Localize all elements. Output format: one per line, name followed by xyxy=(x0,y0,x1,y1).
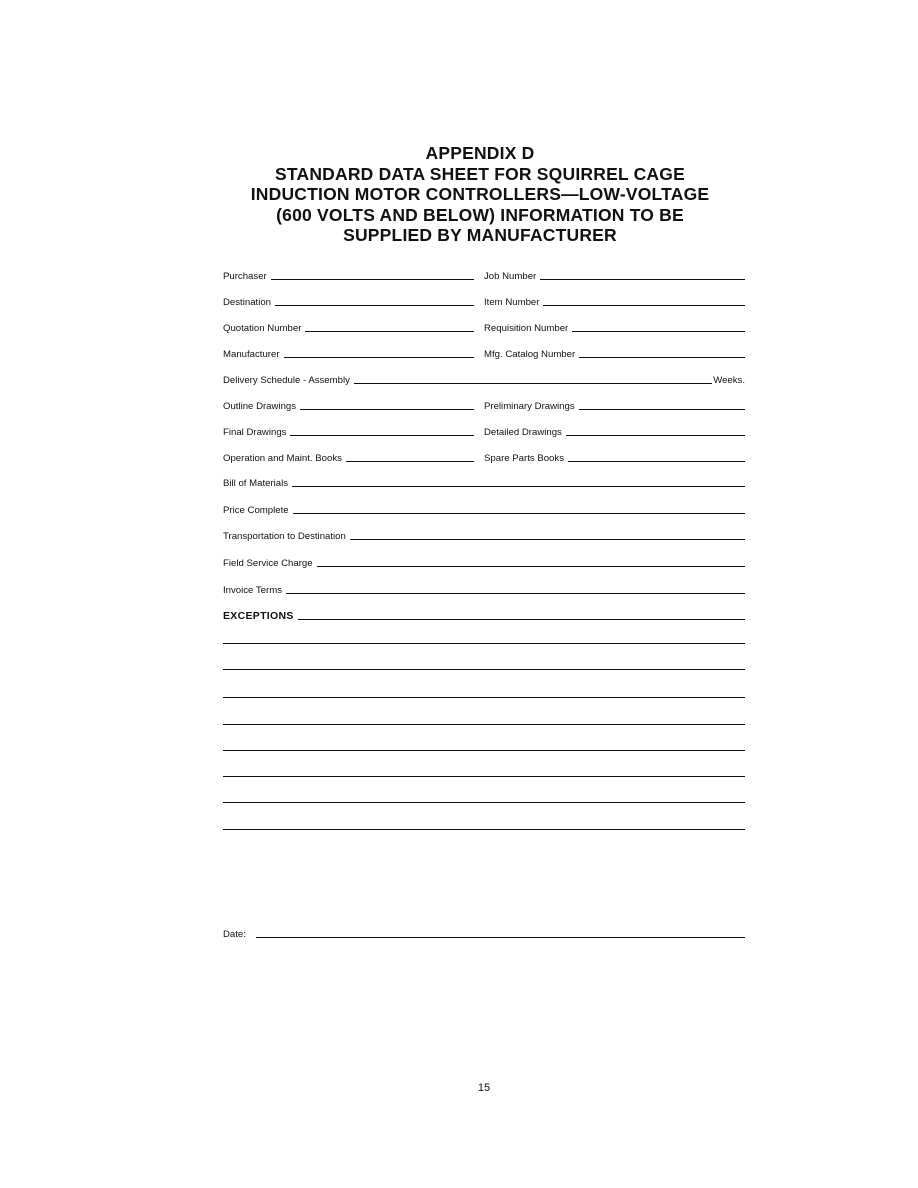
form-row xyxy=(223,526,745,542)
price-complete-label: Price Complete xyxy=(223,505,289,516)
weeks-label: Weeks. xyxy=(713,375,745,386)
bill-of-materials-label: Bill of Materials xyxy=(223,478,289,489)
invoice-terms-blank[interactable] xyxy=(286,592,745,594)
invoice-terms-field[interactable] xyxy=(223,585,745,596)
item-number-blank[interactable] xyxy=(543,304,745,306)
exceptions-line[interactable] xyxy=(223,776,745,777)
purchaser-label: Purchaser xyxy=(223,271,267,282)
destination-blank[interactable] xyxy=(275,304,474,306)
exceptions-line[interactable] xyxy=(223,669,745,670)
operation-books-blank[interactable] xyxy=(346,460,474,462)
job-number-label: Job Number xyxy=(484,271,537,282)
appendix-title: APPENDIX D xyxy=(425,143,535,163)
form-row xyxy=(223,396,745,412)
date-blank[interactable] xyxy=(256,936,745,938)
form-row xyxy=(223,266,745,282)
exceptions-line[interactable] xyxy=(223,802,745,803)
quotation-number-field[interactable] xyxy=(223,323,474,334)
operation-books-label: Operation and Maint. Books xyxy=(223,453,342,464)
quotation-number-blank[interactable] xyxy=(305,330,474,332)
operation-books-field[interactable] xyxy=(223,453,474,464)
mfg-catalog-number-label: Mfg. Catalog Number xyxy=(484,349,576,360)
transportation-blank[interactable] xyxy=(350,538,745,540)
form-row xyxy=(223,580,745,596)
exceptions-line[interactable] xyxy=(223,697,745,698)
outline-drawings-blank[interactable] xyxy=(300,408,474,410)
outline-drawings-field[interactable] xyxy=(223,401,474,412)
page-heading xyxy=(200,143,760,246)
bill-of-materials-blank[interactable] xyxy=(292,485,745,487)
title-line-2: STANDARD DATA SHEET FOR SQUIRREL CAGE xyxy=(275,163,685,184)
field-service-field[interactable] xyxy=(223,558,745,569)
transportation-label: Transportation to Destination xyxy=(223,531,346,542)
exceptions-label: EXCEPTIONS xyxy=(223,610,294,622)
detailed-drawings-label: Detailed Drawings xyxy=(484,427,562,438)
exceptions-line[interactable] xyxy=(223,643,745,644)
title-line-3: INDUCTION MOTOR CONTROLLERS—LOW-VOLTAGE xyxy=(250,184,710,205)
exceptions-line[interactable] xyxy=(223,724,745,725)
preliminary-drawings-blank[interactable] xyxy=(579,408,745,410)
delivery-schedule-blank[interactable] xyxy=(354,382,712,384)
requisition-number-field[interactable] xyxy=(484,323,745,334)
exceptions-line[interactable] xyxy=(223,750,745,751)
date-field[interactable] xyxy=(223,929,745,940)
form-row xyxy=(223,318,745,334)
outline-drawings-label: Outline Drawings xyxy=(223,401,297,412)
field-service-blank[interactable] xyxy=(317,565,745,567)
delivery-schedule-label: Delivery Schedule - Assembly xyxy=(223,375,350,386)
date-label: Date: xyxy=(223,929,246,940)
mfg-catalog-number-field[interactable] xyxy=(484,349,745,360)
price-complete-field[interactable] xyxy=(223,505,745,516)
form-row xyxy=(223,448,745,464)
form-row xyxy=(223,422,745,438)
preliminary-drawings-field[interactable] xyxy=(484,401,745,412)
detailed-drawings-blank[interactable] xyxy=(566,434,745,436)
spare-parts-books-blank[interactable] xyxy=(568,460,745,462)
mfg-catalog-number-blank[interactable] xyxy=(579,356,745,358)
purchaser-blank[interactable] xyxy=(271,278,474,280)
form-row xyxy=(223,292,745,308)
form-row xyxy=(223,344,745,360)
manufacturer-blank[interactable] xyxy=(284,356,474,358)
item-number-field[interactable] xyxy=(484,297,745,308)
form-row xyxy=(223,500,745,516)
item-number-label: Item Number xyxy=(484,297,540,308)
bill-of-materials-field[interactable] xyxy=(223,478,745,489)
exceptions-field[interactable] xyxy=(223,611,745,622)
form-row xyxy=(223,924,745,940)
job-number-blank[interactable] xyxy=(540,278,745,280)
final-drawings-label: Final Drawings xyxy=(223,427,287,438)
form-row xyxy=(223,553,745,569)
spare-parts-books-label: Spare Parts Books xyxy=(484,453,564,464)
final-drawings-blank[interactable] xyxy=(290,434,474,436)
exceptions-blank[interactable] xyxy=(298,618,745,620)
price-complete-blank[interactable] xyxy=(293,512,745,514)
requisition-number-blank[interactable] xyxy=(572,330,745,332)
delivery-schedule-field[interactable] xyxy=(223,375,745,386)
title-line-4: (600 VOLTS AND BELOW) INFORMATION TO BE xyxy=(276,204,684,225)
manufacturer-label: Manufacturer xyxy=(223,349,280,360)
field-service-label: Field Service Charge xyxy=(223,558,313,569)
transportation-field[interactable] xyxy=(223,531,745,542)
form-row xyxy=(223,370,745,386)
preliminary-drawings-label: Preliminary Drawings xyxy=(484,401,575,412)
detailed-drawings-field[interactable] xyxy=(484,427,745,438)
job-number-field[interactable] xyxy=(484,271,745,282)
exceptions-line[interactable] xyxy=(223,829,745,830)
form-row xyxy=(223,606,745,622)
invoice-terms-label: Invoice Terms xyxy=(223,585,283,596)
spare-parts-books-field[interactable] xyxy=(484,453,745,464)
page-number: 15 xyxy=(477,1082,491,1094)
requisition-number-label: Requisition Number xyxy=(484,323,569,334)
title-line-5: SUPPLIED BY MANUFACTURER xyxy=(343,225,617,246)
final-drawings-field[interactable] xyxy=(223,427,474,438)
destination-field[interactable] xyxy=(223,297,474,308)
destination-label: Destination xyxy=(223,297,271,308)
purchaser-field[interactable] xyxy=(223,271,474,282)
quotation-number-label: Quotation Number xyxy=(223,323,302,334)
form-row xyxy=(223,473,745,489)
manufacturer-field[interactable] xyxy=(223,349,474,360)
